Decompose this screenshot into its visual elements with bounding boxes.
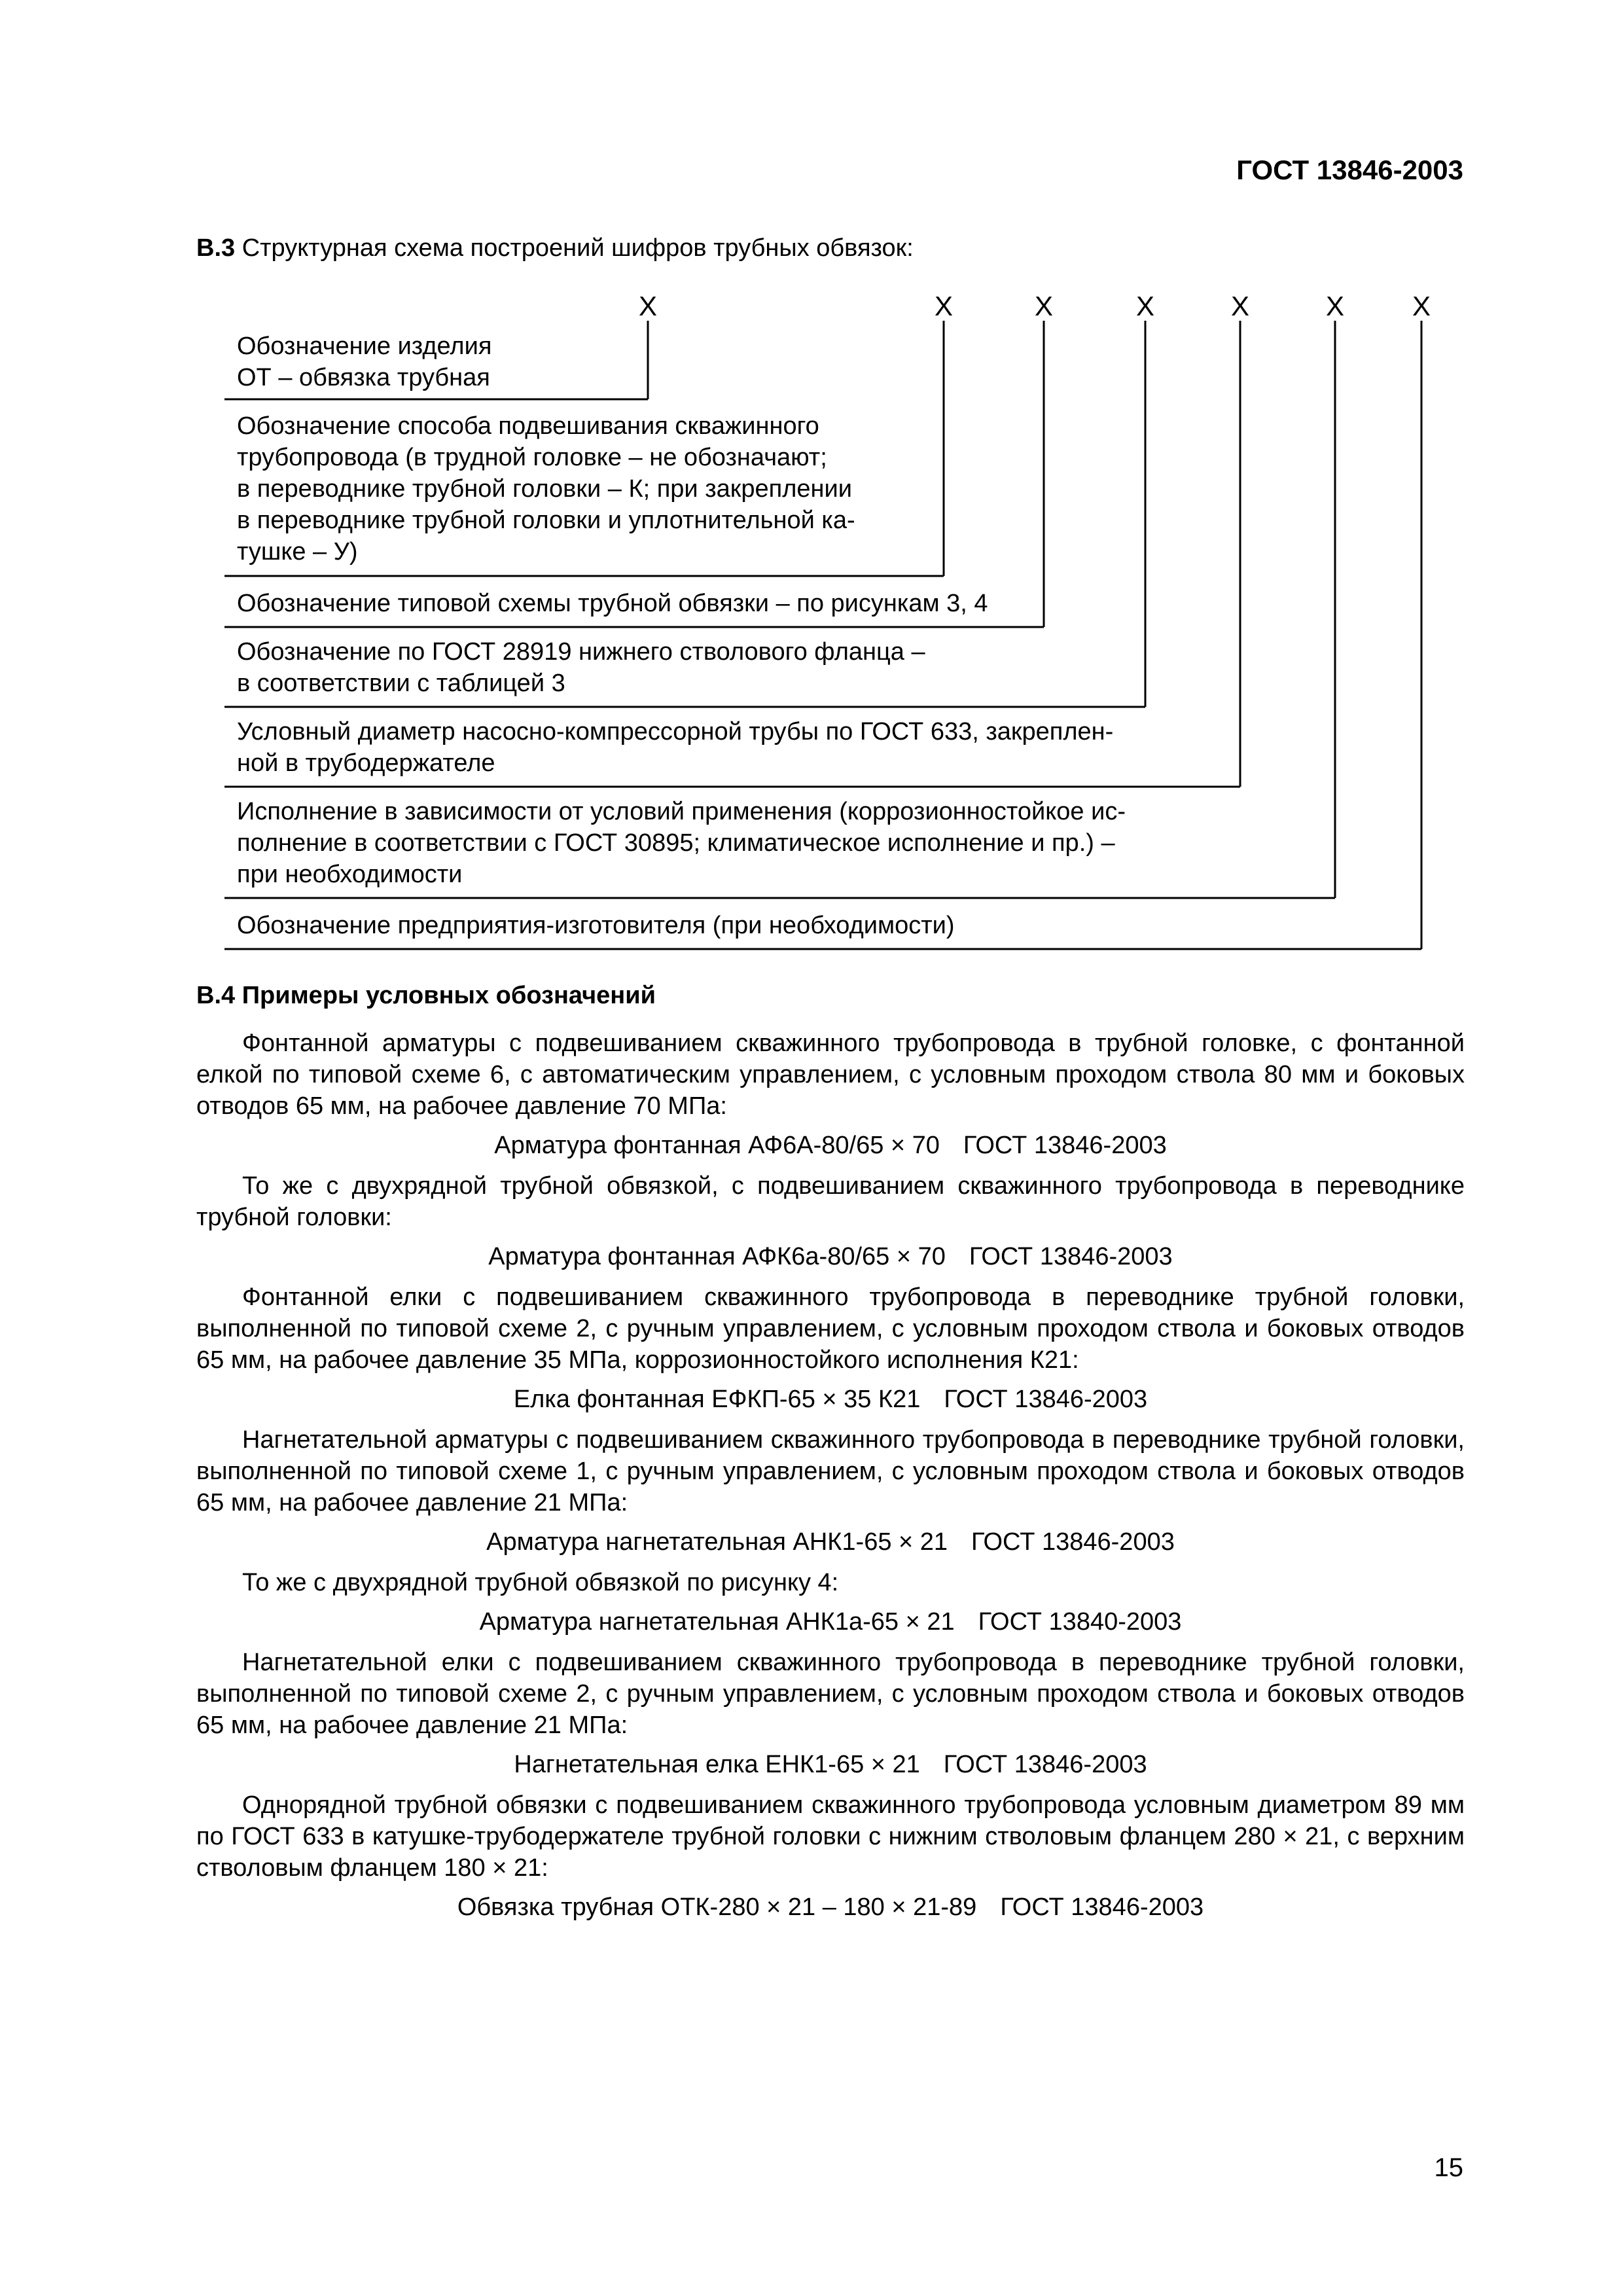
block-line: тушке – У): [237, 538, 358, 565]
section-b3-title-text: Структурная схема построений шифров трубных обвязок:: [241, 234, 914, 262]
designation-code: Елка фонтанная ЕФКП-65 × 35 К21: [513, 1386, 921, 1413]
block-line: в переводнике трубной головки и уплотнительной ка-: [237, 507, 855, 534]
section-b3-number: В.3: [196, 234, 236, 262]
scheme-block-diameter: [237, 716, 1113, 779]
block-line: в переводнике трубной головки – К; при закреплении: [237, 475, 852, 503]
block-line: полнение в соответствии с ГОСТ 30895; климатическое исполнение и пр.) –: [237, 829, 1115, 857]
example-designation: [196, 1384, 1465, 1415]
block-line: в соответствии с таблицей 3: [237, 670, 565, 697]
designation-standard: ГОСТ 13846-2003: [1000, 1893, 1204, 1921]
block-line: Обозначение по ГОСТ 28919 нижнего стволового фланца –: [237, 638, 925, 666]
designation-standard: ГОСТ 13846-2003: [944, 1386, 1148, 1413]
scheme-block-manufacturer: [237, 910, 955, 941]
scheme-block-flange: [237, 636, 925, 699]
scheme-block-execution: [237, 796, 1126, 890]
position-marker-1: Х: [638, 291, 658, 321]
scheme-block-type: [237, 588, 988, 619]
block-line: Обозначение способа подвешивания скважинного: [237, 412, 819, 440]
example-description: Фонтанной елки с подвешиванием скважинного трубопровода в переводнике трубной головки, выполненной по типовой схеме 2, с ручным управлением, с условным проходом ствола и боковых отводов 65 мм, на рабочее давление 35 МПа, коррозионностойкого исполнения К21:: [196, 1283, 1465, 1374]
block-line: при необходимости: [237, 861, 463, 888]
example-description: Нагнетательной елки с подвешиванием скважинного трубопровода в переводнике трубной головки, выполненной по типовой схеме 2, с ручным управлением, с условным проходом ствола и боковых отводов 65 мм, на рабочее давление 21 МПа:: [196, 1649, 1465, 1739]
scheme-block-product: [237, 331, 491, 393]
designation-standard: ГОСТ 13840-2003: [978, 1608, 1182, 1636]
example-designation: [196, 1749, 1465, 1780]
designation-code: Арматура нагнетательная АНК1а-65 × 21: [479, 1608, 955, 1636]
block-line: Обозначение типовой схемы трубной обвязки – по рисункам 3, 4: [237, 590, 988, 617]
position-marker-7: Х: [1412, 291, 1431, 321]
designation-code: Нагнетательная елка ЕНК1-65 × 21: [514, 1751, 920, 1778]
designation-standard: ГОСТ 13846-2003: [971, 1528, 1175, 1556]
block-line: Условный диаметр насосно-компрессорной трубы по ГОСТ 633, закреплен-: [237, 718, 1114, 745]
designation-code: Обвязка трубная ОТК-280 × 21 – 180 × 21-89: [457, 1893, 977, 1921]
example-designation: [196, 1130, 1465, 1161]
example-description: Однорядной трубной обвязки с подвешиванием скважинного трубопровода условным диаметром 89 мм по ГОСТ 633 в катушке-трубодержателе трубной головки с нижним стволовым фланцем 280 × 21, с верхним стволовым фланцем 180 × 21:: [196, 1791, 1465, 1882]
standard-header: ГОСТ 13846-2003: [1236, 154, 1463, 185]
position-marker-2: Х: [934, 291, 954, 321]
position-marker-4: Х: [1135, 291, 1155, 321]
position-marker-5: Х: [1230, 291, 1250, 321]
example-designation: [196, 1892, 1465, 1923]
example-description: Фонтанной арматуры с подвешиванием скважинного трубопровода в трубной головке, с фонтанной елкой по типовой схеме 6, с автоматическим управлением, с условным проходом ствола 80 мм и боковых отводов 65 мм, на рабочее давление 70 МПа:: [196, 1030, 1465, 1120]
block-line: ной в трубодержателе: [237, 749, 495, 777]
example-description: То же с двухрядной трубной обвязкой по рисунку 4:: [242, 1569, 839, 1596]
block-line: ОТ – обвязка трубная: [237, 364, 490, 391]
block-line: Обозначение предприятия-изготовителя (при необходимости): [237, 912, 955, 939]
block-line: Обозначение изделия: [237, 332, 492, 360]
designation-code: Арматура фонтанная АФ6А-80/65 × 70: [494, 1132, 940, 1159]
position-marker-3: Х: [1034, 291, 1054, 321]
example-designation: [196, 1526, 1465, 1558]
designation-code: Арматура нагнетательная АНК1-65 × 21: [486, 1528, 948, 1556]
examples-list: [196, 1028, 1465, 1932]
scheme-block-suspension: [237, 410, 855, 567]
designation-standard: ГОСТ 13846-2003: [943, 1751, 1147, 1778]
designation-standard: ГОСТ 13846-2003: [969, 1243, 1173, 1270]
example-designation: [196, 1241, 1465, 1272]
designation-standard: ГОСТ 13846-2003: [963, 1132, 1167, 1159]
designation-code: Арматура фонтанная АФК6а-80/65 × 70: [488, 1243, 946, 1270]
section-b4-title: В.4 Примеры условных обозначений: [196, 982, 656, 1009]
page-number: 15: [1434, 2153, 1463, 2182]
block-line: трубопровода (в трудной головке – не обозначают;: [237, 444, 827, 471]
block-line: Исполнение в зависимости от условий применения (коррозионностойкое ис-: [237, 798, 1126, 825]
example-description: То же с двухрядной трубной обвязкой, с подвешиванием скважинного трубопровода в переводнике трубной головки:: [196, 1172, 1465, 1231]
example-description: Нагнетательной арматуры с подвешиванием скважинного трубопровода в переводнике трубной головки, выполненной по типовой схеме 1, с ручным управлением, с условным проходом ствола и боковых отводов 65 мм, на рабочее давление 21 МПа:: [196, 1426, 1465, 1516]
example-designation: [196, 1606, 1465, 1638]
position-marker-6: Х: [1325, 291, 1345, 321]
